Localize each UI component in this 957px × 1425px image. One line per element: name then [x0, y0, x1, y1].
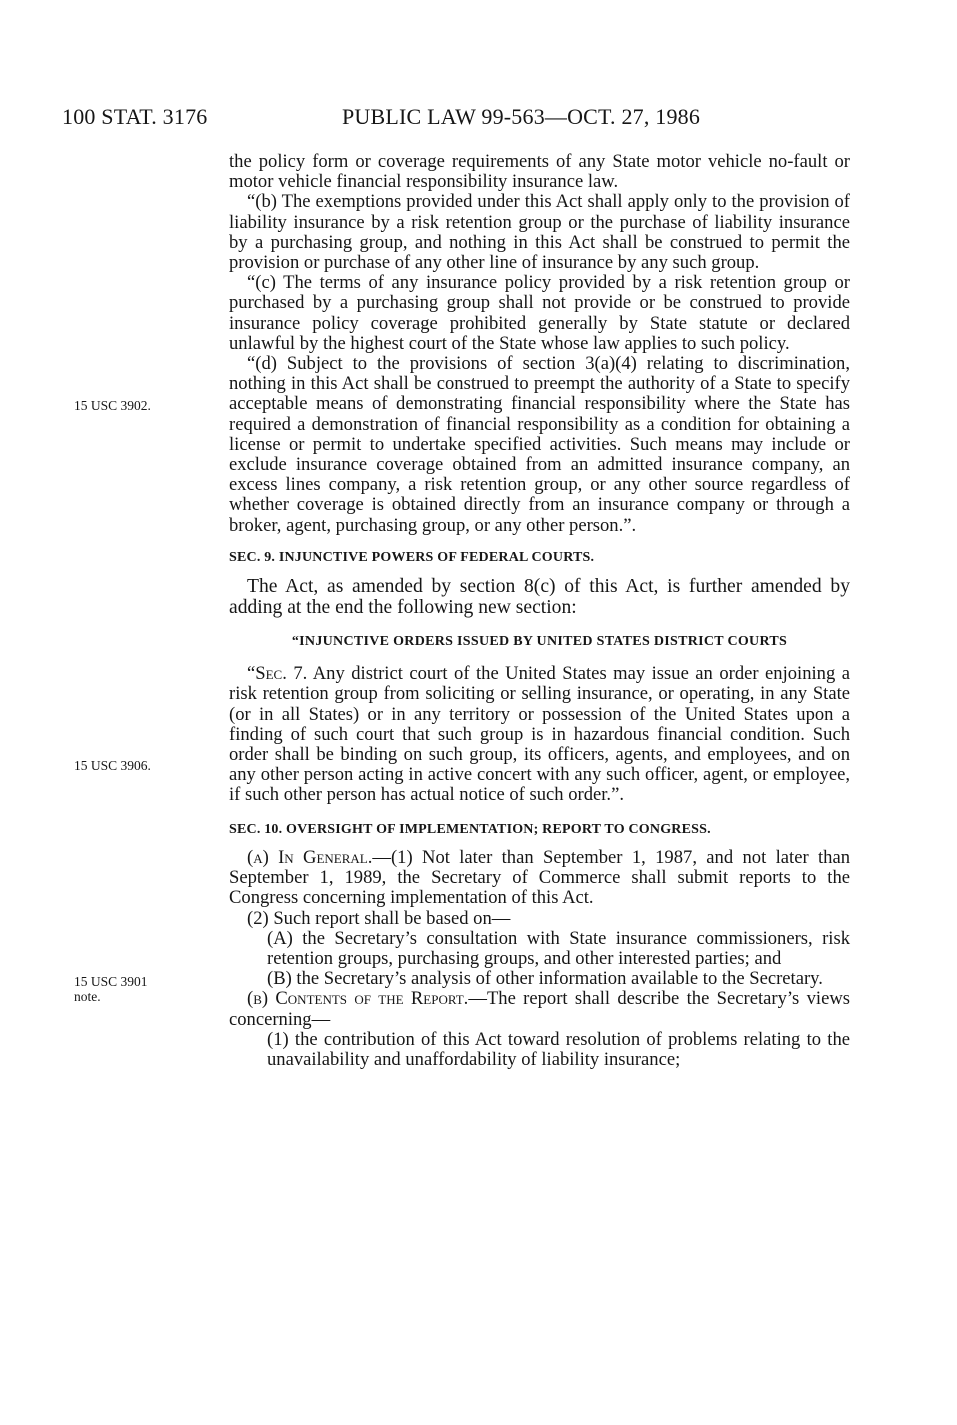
subsection-c: “(c) The terms of any insurance policy provided by a risk retention group or purchased by a purchasing group shall not provide or be construed to provide insurance policy coverage prohibited generally by State statute or declared unlawful by the highest court of the State whose law applies to such policy.: [229, 272, 850, 354]
section-9-heading: SEC. 9. INJUNCTIVE POWERS OF FEDERAL COURTS.: [229, 549, 595, 565]
section-7-label: “Sec.: [247, 663, 287, 685]
subsection-d: “(d) Subject to the provisions of section 3(a)(4) relating to discrimination, nothing in this Act shall be construed to preempt the authority of a State to specify acceptable means of demonstrating financial responsibility where the State has required a demonstration of financial responsibility as a condition for obtaining a license or permit to undertake specified activities. Such means may include or exclude insurance coverage obtained from an admitted insurance company, an excess lines company, a risk retention group, or any other source regardless of whether coverage is obtained directly from an insurance company or through a broker, agent, purchasing group, or any other person.”.: [229, 353, 850, 536]
section-9-intro: The Act, as amended by section 8(c) of this Act, is further amended by adding at the end the following new section:: [229, 576, 850, 619]
subsection-a: [229, 848, 850, 909]
subsection-a-label: (a) In General.: [247, 846, 373, 868]
subsection-b: “(b) The exemptions provided under this Act shall apply only to the provision of liability insurance by a risk retention group or the purchase of liability insurance by a purchasing group, and nothing in this Act shall be construed to permit the provision or purchase of any other line of insurance by any such group.: [229, 191, 850, 274]
paragraph-a2B: (B) the Secretary’s analysis of other information available to the Secretary.: [267, 968, 823, 990]
paragraph-a2: (2) Such report shall be based on—: [247, 907, 511, 929]
subsection-a-body: —(1) Not later than September 1, 1987, and not later than September 1, 1989, the Secretary of Commerce shall submit reports to the Congress concerning implementation of this Act.: [229, 846, 850, 909]
subsection-b-body: —The report shall describe the Secretary’s views concerning—: [229, 988, 850, 1030]
paragraph-b1: (1) the contribution of this Act toward resolution of problems relating to the unavailability and unaffordability of liability insurance;: [267, 1028, 850, 1070]
margin-note-3901-line1: 15 USC 3901: [74, 974, 148, 989]
margin-note-3901-line2: note.: [74, 989, 101, 1004]
subsection-b-label: (b) Contents of the Report.: [247, 988, 469, 1010]
section-9-subheading: “INJUNCTIVE ORDERS ISSUED BY UNITED STATES DISTRICT COURTS: [291, 634, 788, 650]
statute-page-number: 100 STAT. 3176: [62, 104, 208, 129]
margin-note-3901: [74, 974, 148, 1004]
section-7-body: 7. Any district court of the United States may issue an order enjoining a risk retention group from soliciting or selling insurance, or operating, in any State (or in all States) or in any territory or possession of the United States upon a finding of such court that such group is in hazardous financial condition. Such order shall be binding on such group, its officers, agents, and employees, and on any other person acting in active concert with any such officer, agent, or employee, if such other person has actual notice of such order.”.: [229, 663, 850, 806]
section-7-text: [229, 664, 850, 805]
public-law-citation: PUBLIC LAW 99-563—OCT. 27, 1986: [342, 104, 701, 129]
subsection-b-report: [229, 989, 850, 1029]
margin-note-3906: 15 USC 3906.: [74, 758, 151, 773]
section-10-heading: SEC. 10. OVERSIGHT OF IMPLEMENTATION; REPORT TO CONGRESS.: [229, 821, 711, 837]
margin-note-3902: 15 USC 3902.: [74, 398, 151, 413]
paragraph-continuation: the policy form or coverage requirements of any State motor vehicle no-fault or motor vehicle financial responsibility insurance law.: [229, 151, 850, 193]
statute-body: [229, 152, 850, 1070]
paragraph-a2A: (A) the Secretary’s consultation with State insurance commissioners, risk retention groups, purchasing groups, and other interested parties; and: [267, 927, 850, 969]
